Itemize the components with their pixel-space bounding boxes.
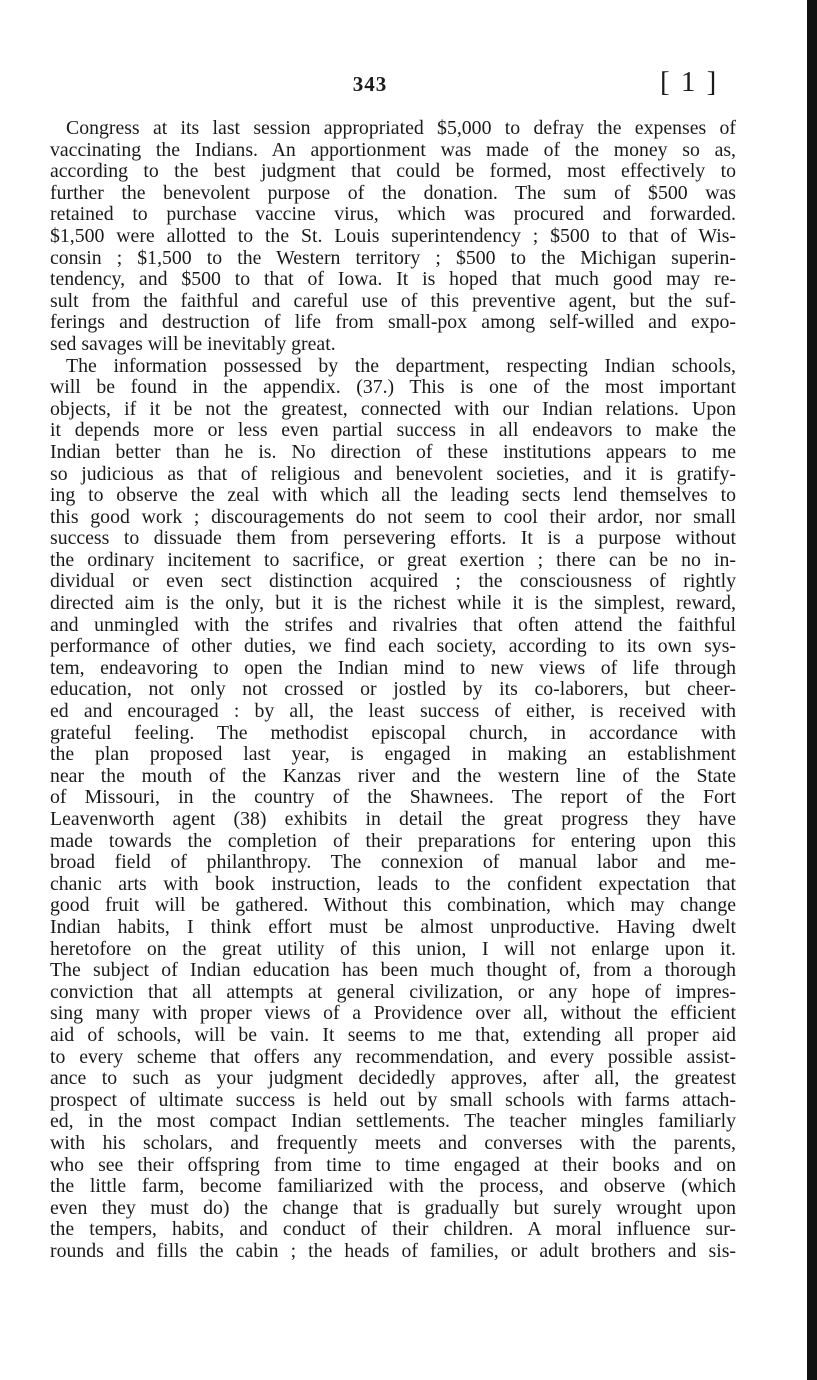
text-line: ing to observe the zeal with which all the leading sects lend themselves to xyxy=(50,485,736,507)
text-line: ed and encouraged : by all, the least success of either, is received with xyxy=(50,701,736,723)
page-edge-shadow xyxy=(807,0,817,1380)
text-line: success to dissuade them from persevering efforts. It is a purpose without xyxy=(50,528,736,550)
text-line: consin ; $1,500 to the Western territory ; $500 to the Michigan superin- xyxy=(50,247,736,269)
paragraph xyxy=(50,356,736,1263)
paragraph xyxy=(50,118,736,356)
text-line: so judicious as that of religious and benevolent societies, and it is gratify- xyxy=(50,463,736,485)
text-line: who see their offspring from time to time engaged at their books and on xyxy=(50,1154,736,1176)
text-line: retained to purchase vaccine virus, which was procured and forwarded. xyxy=(50,204,736,226)
text-line: and unmingled with the strifes and rivalries that often attend the faithful xyxy=(50,614,736,636)
text-line: aid of schools, will be vain. It seems to me that, extending all proper aid xyxy=(50,1024,736,1046)
text-line: heretofore on the great utility of this union, I will not enlarge upon it. xyxy=(50,938,736,960)
text-line: the plan proposed last year, is engaged in making an establishment xyxy=(50,744,736,766)
text-line: to every scheme that offers any recommendation, and every possible assist- xyxy=(50,1046,736,1068)
text-line: ferings and destruction of life from small-pox among self-willed and expo- xyxy=(50,312,736,334)
paragraphs xyxy=(50,118,736,1262)
text-line: broad field of philanthropy. The connexion of manual labor and me- xyxy=(50,852,736,874)
text-line: vaccinating the Indians. An apportionment was made of the money so as, xyxy=(50,139,736,161)
text-line: further the benevolent purpose of the donation. The sum of $500 was xyxy=(50,182,736,204)
text-line: chanic arts with book instruction, leads to the confident expectation that xyxy=(50,873,736,895)
text-line: tendency, and $500 to that of Iowa. It is hoped that much good may re- xyxy=(50,269,736,291)
text-line: with his scholars, and frequently meets and converses with the parents, xyxy=(50,1132,736,1154)
page-number: 343 xyxy=(352,72,388,96)
text-line: The subject of Indian education has been much thought of, from a thorough xyxy=(50,960,736,982)
text-line: conviction that all attempts at general civilization, or any hope of impres- xyxy=(50,981,736,1003)
text-line: Indian better than he is. No direction of these institutions appears to me xyxy=(50,441,736,463)
text-line: grateful feeling. The methodist episcopal church, in accordance with xyxy=(50,722,736,744)
text-line: even they must do) the change that is gradually but surely wrought upon xyxy=(50,1197,736,1219)
document-number: [ 1 ] xyxy=(660,66,719,98)
text-line: The information possessed by the department, respecting Indian schools, xyxy=(66,355,736,377)
text-line: made towards the completion of their preparations for entering upon this xyxy=(50,830,736,852)
text-line: objects, if it be not the greatest, connected with our Indian relations. Upon xyxy=(50,398,736,420)
text-line: sing many with proper views of a Providence over all, without the efficient xyxy=(50,1003,736,1025)
text-line: according to the best judgment that could be formed, most effectively to xyxy=(50,161,736,183)
text-line: sed savages will be inevitably great. xyxy=(50,333,336,355)
body-text xyxy=(50,118,736,1262)
text-line: the tempers, habits, and conduct of their children. A moral influence sur- xyxy=(50,1219,736,1241)
text-line: it depends more or less even partial success in all endeavors to make the xyxy=(50,420,736,442)
text-line: Congress at its last session appropriated $5,000 to defray the expenses of xyxy=(66,118,736,139)
text-line: good fruit will be gathered. Without this combination, which may change xyxy=(50,895,736,917)
text-line: ed, in the most compact Indian settlements. The teacher mingles familiarly xyxy=(50,1111,736,1133)
text-line: will be found in the appendix. (37.) This is one of the most important xyxy=(50,377,736,399)
text-line: near the mouth of the Kanzas river and the western line of the State xyxy=(50,765,736,787)
text-line: Indian habits, I think effort must be almost unproductive. Having dwelt xyxy=(50,916,736,938)
text-line: directed aim is the only, but it is the richest while it is the simplest, reward, xyxy=(50,593,736,615)
text-line: dividual or even sect distinction acquired ; the consciousness of rightly xyxy=(50,571,736,593)
text-line: of Missouri, in the country of the Shawnees. The report of the Fort xyxy=(50,787,736,809)
text-line: this good work ; discouragements do not seem to cool their ardor, nor small xyxy=(50,506,736,528)
text-line: sult from the faithful and careful use of this preventive agent, but the suf- xyxy=(50,290,736,312)
text-line: $1,500 were allotted to the St. Louis superintendency ; $500 to that of Wis- xyxy=(50,225,736,247)
text-line: Leavenworth agent (38) exhibits in detail the great progress they have xyxy=(50,809,736,830)
text-line: tem, endeavoring to open the Indian mind to new views of life through xyxy=(50,657,736,679)
text-line: the little farm, become familiarized with the process, and observe (which xyxy=(50,1176,736,1198)
text-line: performance of other duties, we find each society, according to its own sys- xyxy=(50,636,736,658)
text-line: rounds and fills the cabin ; the heads of families, or adult brothers and sis- xyxy=(50,1240,736,1262)
text-line: ance to such as your judgment decidedly approves, after all, the greatest xyxy=(50,1068,736,1090)
text-line: prospect of ultimate success is held out by small schools with farms attach- xyxy=(50,1089,736,1111)
text-line: the ordinary incitement to sacrifice, or great exertion ; there can be no in- xyxy=(50,549,736,571)
text-line: education, not only not crossed or jostled by its co-laborers, but cheer- xyxy=(50,679,736,701)
